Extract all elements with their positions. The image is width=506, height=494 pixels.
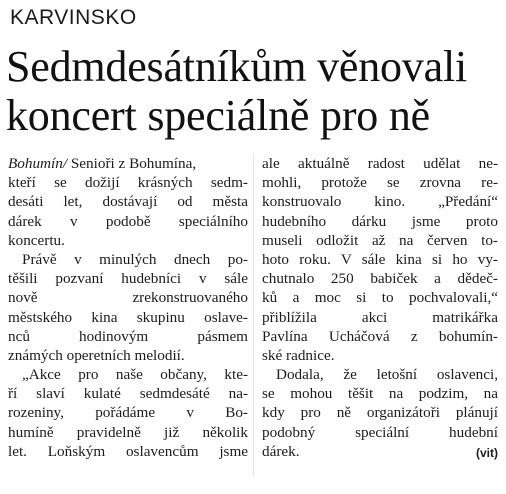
paragraph-line: koncertu. xyxy=(8,231,65,249)
paragraph-line: podobný speciální hudební xyxy=(262,423,498,441)
paragraph-line: nců hodinovým pásmem xyxy=(8,327,248,345)
paragraph-line: humíně pravidelně již několik xyxy=(8,423,248,441)
paragraph-line: konstruovalo kino. „Předání“ xyxy=(262,193,498,211)
paragraph-line: kteří se dožijí krásných sedm- xyxy=(8,174,248,192)
paragraph-line: ků a moc si to pochvalovali,“ xyxy=(262,289,498,307)
paragraph-line: mohli, protože se zrovna re- xyxy=(262,174,498,192)
paragraph-line: ří slaví kulaté sedmdesáté na- xyxy=(8,385,248,403)
headline-line-2: koncert speciálně pro ně xyxy=(6,91,431,140)
paragraph-line: Právě v minulých dnech po- xyxy=(22,250,248,268)
paragraph-line: „Akce pro naše občany, kte- xyxy=(22,366,248,384)
paragraph-text: dárek. xyxy=(262,442,300,460)
paragraph-text: Senioři z Bohumína, xyxy=(67,155,197,172)
left-column xyxy=(8,154,248,461)
paragraph-line: kdy pro ně organizátoři plánují xyxy=(262,404,498,422)
paragraph-line: nově zrekonstruovaného xyxy=(8,289,248,307)
paragraph-line: Dodala, že letošní oslavenci, xyxy=(276,366,498,384)
paragraph-line: ale aktuálně radost udělat ne- xyxy=(262,155,498,172)
paragraph-line: hoto roku. V sále kina si ho vy- xyxy=(262,250,498,268)
dateline: Bohumín/ xyxy=(8,155,68,172)
paragraph-line: hudebního dárku jsme proto xyxy=(262,212,498,230)
paragraph-line: známých operetních melodií. xyxy=(8,346,185,364)
author-signature: (vit) xyxy=(476,445,498,460)
paragraph-line: Pavlína Ucháčová z bohumín- xyxy=(262,327,498,345)
paragraph-line: chutnalo 250 babiček a dědeč- xyxy=(262,270,498,288)
paragraph-line xyxy=(8,154,248,173)
paragraph-line: přiblížila akci matrikářka xyxy=(262,308,498,326)
section-kicker: KARVINSKO xyxy=(10,6,137,29)
paragraph-line: museli odložit až na červen to- xyxy=(262,231,498,249)
right-column xyxy=(262,154,498,463)
paragraph-line: těšili pozvaní hudebníci v sále xyxy=(8,270,248,288)
paragraph-line: ské radnice. xyxy=(262,346,335,364)
headline-line-1: Sedmdesátníkům věnovali xyxy=(6,42,467,91)
paragraph-line: rozeniny, pořádáme v Bo- xyxy=(8,404,248,422)
paragraph-line: se mohou těšit na podzim, na xyxy=(262,385,498,403)
headline xyxy=(6,42,500,140)
paragraph-line: dárek v podobě speciálního xyxy=(8,212,248,230)
paragraph-line xyxy=(262,442,498,461)
column-divider xyxy=(253,154,254,476)
paragraph-line: desáti let, dostávají od města xyxy=(8,193,248,211)
paragraph-line: let. Loňským oslavencům jsme xyxy=(8,442,248,460)
paragraph-line: městského kina skupinu oslave- xyxy=(8,308,248,326)
